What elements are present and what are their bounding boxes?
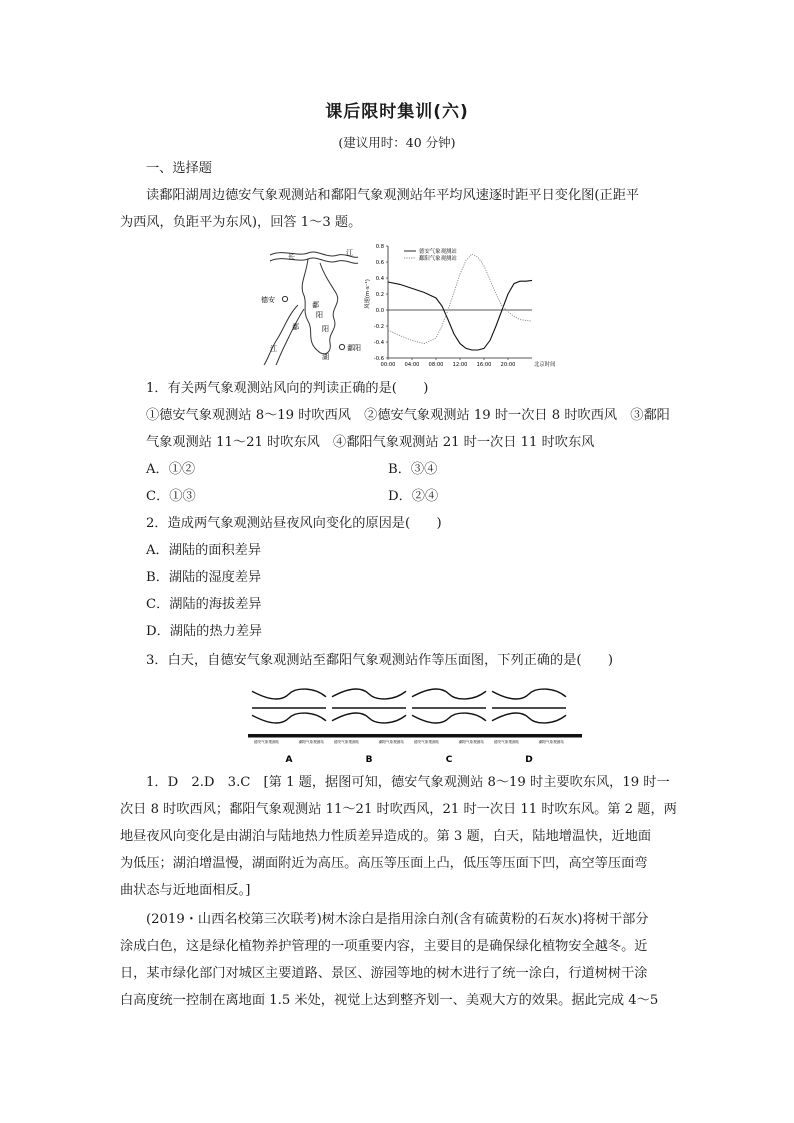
q3-stem: 3．白天，自德安气象观测站至鄱阳气象观测站作等压面图，下列正确的是( ) — [146, 653, 614, 668]
answer-line: 地昼夜风向变化是由湖泊与陆地热力性质差异造成的。第 3 题，白天，陆地增温快，近地面 — [120, 829, 652, 844]
map-label: 江 — [270, 345, 277, 353]
upper-isobar — [412, 689, 486, 699]
ground-label-left: 德安气象观测站 — [254, 740, 280, 744]
map-label: 长 — [288, 253, 295, 261]
q1-statement: ①德安气象观测站 8～19 时吹西风 ②德安气象观测站 19 时一次日 8 时吹西风 ③鄱阳 — [146, 408, 670, 423]
x-tick-label: 16:00 — [476, 362, 492, 368]
q2-stem: 2．造成两气象观测站昼夜风向变化的原因是( ) — [146, 516, 442, 531]
x-tick-label: 08:00 — [428, 362, 444, 368]
y-tick-label: -0.6 — [373, 356, 384, 362]
upper-isobar — [332, 689, 406, 699]
answer-line: 1．D 2.D 3.C [第 1 题，据图可知，德安气象观测站 8～19 时主要吹东风，19 时一 — [146, 775, 670, 790]
x-tick-label: 12:00 — [452, 362, 468, 368]
x-tick-label: 00:00 — [380, 362, 396, 368]
series-line-1 — [388, 280, 532, 350]
poyang-station-marker — [339, 344, 344, 349]
upper-isobar — [492, 689, 566, 699]
isobar-options-figure — [248, 680, 582, 768]
passage-line: 涂成白色，这是绿化植物养护管理的一项重要内容，主要目的是确保绿化植物安全越冬。近 — [120, 939, 648, 954]
dean-station-marker — [282, 296, 287, 301]
q1-option-a[interactable]: A．①② — [146, 462, 196, 477]
legend-label: 德安气象观测站 — [419, 249, 457, 255]
q1-option-b[interactable]: B．③④ — [388, 462, 438, 477]
map-label: 鄱 — [292, 323, 299, 331]
lower-isobar — [332, 713, 406, 723]
panel-label[interactable]: D — [525, 755, 533, 765]
x-tick-label: 04:00 — [404, 362, 420, 368]
y-tick-label: 0.4 — [375, 276, 384, 282]
isobar-panel-b — [332, 689, 406, 765]
map-label: 阳 — [316, 311, 323, 319]
ground-label-right: 鄱阳气象观测站 — [538, 740, 564, 744]
x-axis-label: 北京时间 — [534, 362, 556, 368]
x-tick-label: 20:00 — [500, 362, 516, 368]
isobar-panel-d — [492, 689, 566, 765]
wind-anomaly-chart — [360, 240, 562, 372]
series-line-2 — [388, 254, 532, 344]
panel-label[interactable]: B — [365, 755, 373, 765]
map-label: 德安 — [261, 296, 275, 304]
q1-statement: 气象观测站 11～21 时吹东风 ④鄱阳气象观测站 21 时一次日 11 时吹东风 — [146, 435, 595, 450]
chart-axes — [388, 246, 532, 358]
answer-line: 为低压；湖泊增温慢，湖面附近为高压。高压等压面上凸，低压等压面下凹，高空等压面弯 — [120, 856, 648, 871]
ground-label-left: 德安气象观测站 — [334, 740, 360, 744]
q2-option-c[interactable]: C．湖陆的海拔差异 — [146, 597, 262, 612]
passage-line: 白高度统一控制在离地面 1.5 米处，视觉上达到整齐划一、美观大方的效果。据此完成 4～5 — [120, 993, 659, 1008]
legend-label: 鄱阳气象观测站 — [419, 256, 457, 262]
answer-line: 曲状态与近地面相反。] — [120, 883, 251, 898]
lower-isobar — [412, 713, 486, 723]
q1-stem: 1．有关两气象观测站风向的判读正确的是( ) — [146, 381, 429, 396]
y-tick-label: -0.2 — [373, 324, 384, 330]
y-tick-label: 0.0 — [375, 308, 384, 314]
poyang-lake-map — [258, 245, 364, 367]
q2-option-b[interactable]: B．湖陆的湿度差异 — [146, 570, 262, 585]
ground-label-left: 德安气象观测站 — [414, 740, 440, 744]
q2-option-a[interactable]: A．湖陆的面积差异 — [146, 543, 262, 558]
answer-line: 次日 8 时吹西风；鄱阳气象观测站 11～21 时吹西风，21 时一次日 11 时吹东风。第 2 题，两 — [120, 802, 677, 817]
panel-label[interactable]: A — [285, 755, 293, 765]
y-axis-label: 风速(m·s⁻¹) — [365, 279, 371, 309]
intro-line: 读鄱阳湖周边德安气象观测站和鄱阳气象观测站年平均风速逐时距平日变化图(正距平 — [146, 188, 640, 203]
passage-line: 日，某市绿化部门对城区主要道路、景区、游园等地的树木进行了统一涂白，行道树树干涂 — [120, 966, 648, 981]
map-label: 湖 — [322, 353, 329, 361]
y-tick-label: 0.6 — [375, 260, 384, 266]
map-label: 鄱阳 — [347, 344, 361, 352]
panel-label[interactable]: C — [445, 755, 453, 765]
lower-isobar — [492, 713, 566, 723]
intro-line: 为西风，负距平为东风)，回答 1～3 题。 — [120, 215, 362, 230]
y-tick-label: 0.8 — [375, 244, 384, 250]
map-label: 阳 — [322, 325, 329, 333]
ground-label-right: 鄱阳气象观测站 — [458, 740, 484, 744]
ground-label-right: 鄱阳气象观测站 — [298, 740, 324, 744]
q1-option-d[interactable]: D．②④ — [388, 489, 439, 504]
y-tick-label: -0.4 — [373, 340, 384, 346]
lower-isobar — [252, 713, 326, 723]
ground-bar — [248, 734, 582, 738]
y-tick-label: 0.2 — [375, 292, 384, 298]
isobar-panel-c — [412, 689, 486, 765]
q1-option-c[interactable]: C．①③ — [146, 489, 196, 504]
passage-line: (2019・山西名校第三次联考)树木涂白是指用涂白剂(含有硫黄粉的石灰水)将树干部分 — [146, 912, 649, 927]
page-title: 课后限时集训(六) — [325, 102, 469, 122]
q2-option-d[interactable]: D．湖陆的热力差异 — [146, 624, 263, 639]
ground-label-left: 德安气象观测站 — [494, 740, 520, 744]
upper-isobar — [252, 689, 326, 699]
ground-label-right: 鄱阳气象观测站 — [378, 740, 404, 744]
page-subtitle: (建议用时：40 分钟) — [338, 135, 456, 150]
isobar-panel-a — [252, 689, 326, 765]
map-label: 鄱 — [312, 301, 319, 309]
map-label: 江 — [346, 249, 353, 257]
section-heading: 一、选择题 — [146, 161, 212, 176]
